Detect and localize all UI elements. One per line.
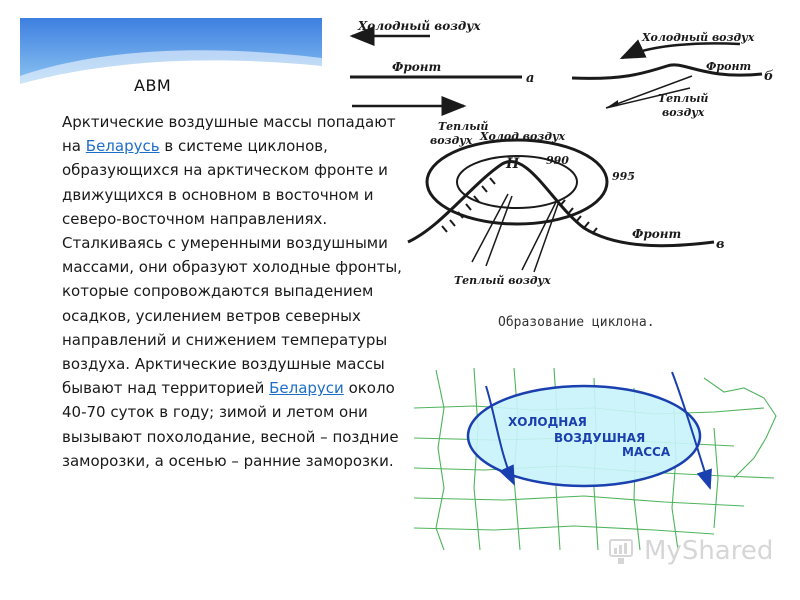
isobar-outer (427, 140, 607, 224)
paragraph-text-2: в системе циклонов, образующихся на арктическом фронте и движущихся в основном в восточном и северо-восточном направлениях. Сталкиваясь с умеренными воздушными массами, они образуют холодные фронты, которые сопровождаются выпадением осадков, усилением ветров северных направлений и снижением температуры воздуха. Арктические воздушные массы бывают над территорией (62, 137, 402, 398)
label-cold-air-a: Холодный воздух (358, 19, 481, 33)
slide-title: АВМ (134, 76, 172, 95)
map-label-line-2: ВОЗДУШНАЯ (554, 431, 646, 445)
watermark-logo-icon (608, 536, 638, 566)
cold-air-mass-map (414, 368, 782, 550)
figure-caption: Образование циклона. (498, 315, 655, 330)
label-front-c-text: Фронт (632, 227, 682, 241)
belarus-link[interactable]: Беларусь (85, 137, 160, 156)
paragraph-text-3: около 40-70 суток в году; зимой и летом они вызывают похолодание, весной – поздние заморозки, а осенью – ранние заморозки. (62, 379, 399, 470)
watermark (608, 536, 773, 566)
cold-air-arrow-b (622, 43, 740, 58)
label-warm-air-c-bottom: Теплый воздух (454, 274, 551, 287)
letter-c: в (716, 237, 725, 252)
paragraph-text-1: Арктические воздушные массы попадают на (62, 113, 396, 156)
belarus-link-2[interactable]: Беларуси (269, 379, 344, 398)
label-front-b: Фронт (706, 60, 752, 73)
label-isobar-990: 990 (546, 154, 569, 167)
label-warm-air-b-1: Теплый (658, 92, 709, 105)
label-warm-air-b-2: воздух (662, 106, 705, 119)
label-cold-air-b: Холодный воздух (642, 31, 755, 44)
cyclone-formation-figure (322, 14, 800, 346)
label-warm-air-c-2: воздух (430, 134, 473, 147)
map-label-line-3: МАССА (622, 445, 671, 459)
label-front-a: Фронт (392, 60, 442, 74)
letter-a: а (526, 71, 535, 86)
watermark-text: MyShared (644, 536, 774, 566)
map-label-line-1: ХОЛОДНАЯ (508, 415, 587, 429)
label-isobar-995: 995 (612, 170, 635, 183)
label-low-pressure: Н (506, 156, 520, 172)
warm-air-arrow-c-right (522, 202, 558, 272)
letter-b: б (764, 69, 774, 84)
label-cold-air-c: Холод воздух (480, 130, 566, 143)
front-teeth (442, 178, 597, 234)
label-warm-air-c-1: Теплый (438, 120, 489, 133)
